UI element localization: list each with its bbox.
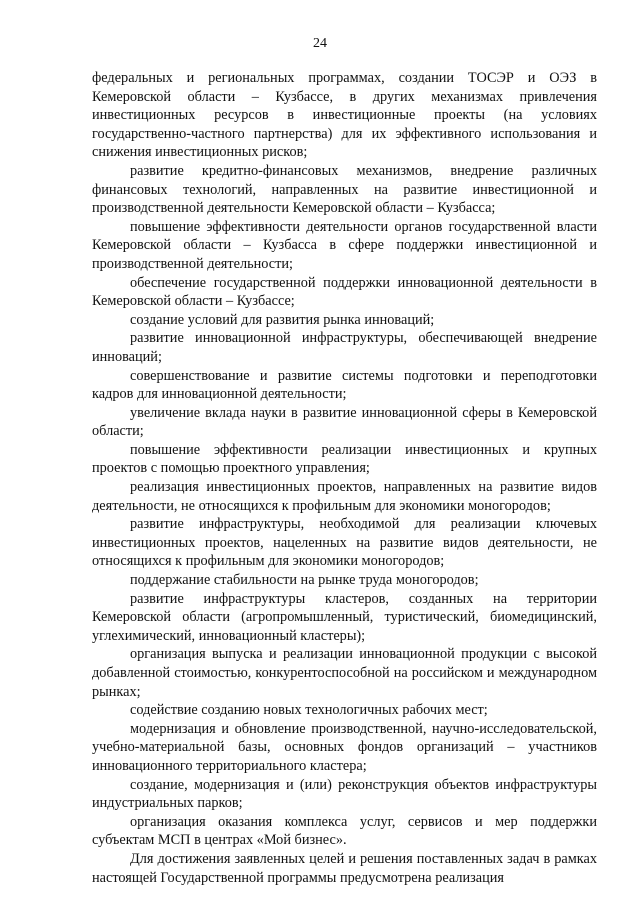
paragraph: содействие созданию новых технологичных рабочих мест; (130, 702, 488, 719)
paragraph: Для достижения заявленных целей и решения поставленных задач в рамках настоящей Государственной программы предусмотрена реализация (92, 850, 597, 886)
paragraph: федеральных и региональных программах, создании ТОСЭР и ОЭЗ в Кемеровской области – Кузбассе, в других механизмах привлечения инвестиционных ресурсов в инвестиционные проекты (на условиях государственно-частного партнерства) для их эффективного использования и снижения инвестиционных рисков; (92, 70, 597, 161)
paragraph: реализация инвестиционных проектов, направленных на развитие видов деятельности, не относящихся к профильным для экономики моногородов; (92, 479, 597, 514)
paragraph: создание условий для развития рынка инноваций; (130, 311, 435, 328)
page-number: 24 (313, 36, 327, 51)
paragraph: создание, модернизация и (или) реконструкция объектов инфраструктуры индустриальных парков; (92, 776, 597, 812)
paragraph: совершенствование и развитие системы подготовки и переподготовки кадров для инновационной деятельности; (92, 367, 597, 403)
paragraph: поддержание стабильности на рынке труда моногородов; (130, 572, 479, 589)
paragraph: увеличение вклада науки в развитие инновационной сферы в Кемеровской области; (92, 404, 597, 440)
paragraph: организация выпуска и реализации инновационной продукции с высокой добавленной стоимостью, конкурентоспособной на российском и международном рынках; (92, 646, 597, 700)
paragraph: развитие инновационной инфраструктуры, обеспечивающей внедрение инноваций; (92, 330, 597, 365)
paragraph: повышение эффективности деятельности органов государственной власти Кемеровской области – Кузбасса в сфере поддержки инвестиционной и производственной деятельности; (92, 218, 597, 272)
paragraph: развитие инфраструктуры кластеров, созданных на территории Кемеровской области (агропромышленный, туристический, биомедицинский, углехимический, инновационный кластеры); (92, 590, 597, 644)
paragraph: организация оказания комплекса услуг, сервисов и мер поддержки субъектам МСП в центрах «Мой бизнес». (92, 813, 597, 849)
paragraph: модернизация и обновление производственной, научно-исследовательской, учебно-материальной базы, основных фондов организаций – участников инновационного территориального кластера; (92, 720, 597, 774)
paragraph: повышение эффективности реализации инвестиционных и крупных проектов с помощью проектного управления; (92, 441, 597, 477)
document-body (92, 69, 597, 887)
paragraph: обеспечение государственной поддержки инновационной деятельности в Кемеровской области – Кузбассе; (92, 274, 597, 310)
paragraph: развитие инфраструктуры, необходимой для реализации ключевых инвестиционных проектов, нацеленных на развитие видов деятельности, не относящихся к профильным для экономики моногородов; (92, 516, 597, 570)
paragraph: развитие кредитно-финансовых механизмов, внедрение различных финансовых технологий, направленных на развитие инвестиционной и производственной деятельности Кемеровской области – Кузбасса; (92, 162, 597, 217)
